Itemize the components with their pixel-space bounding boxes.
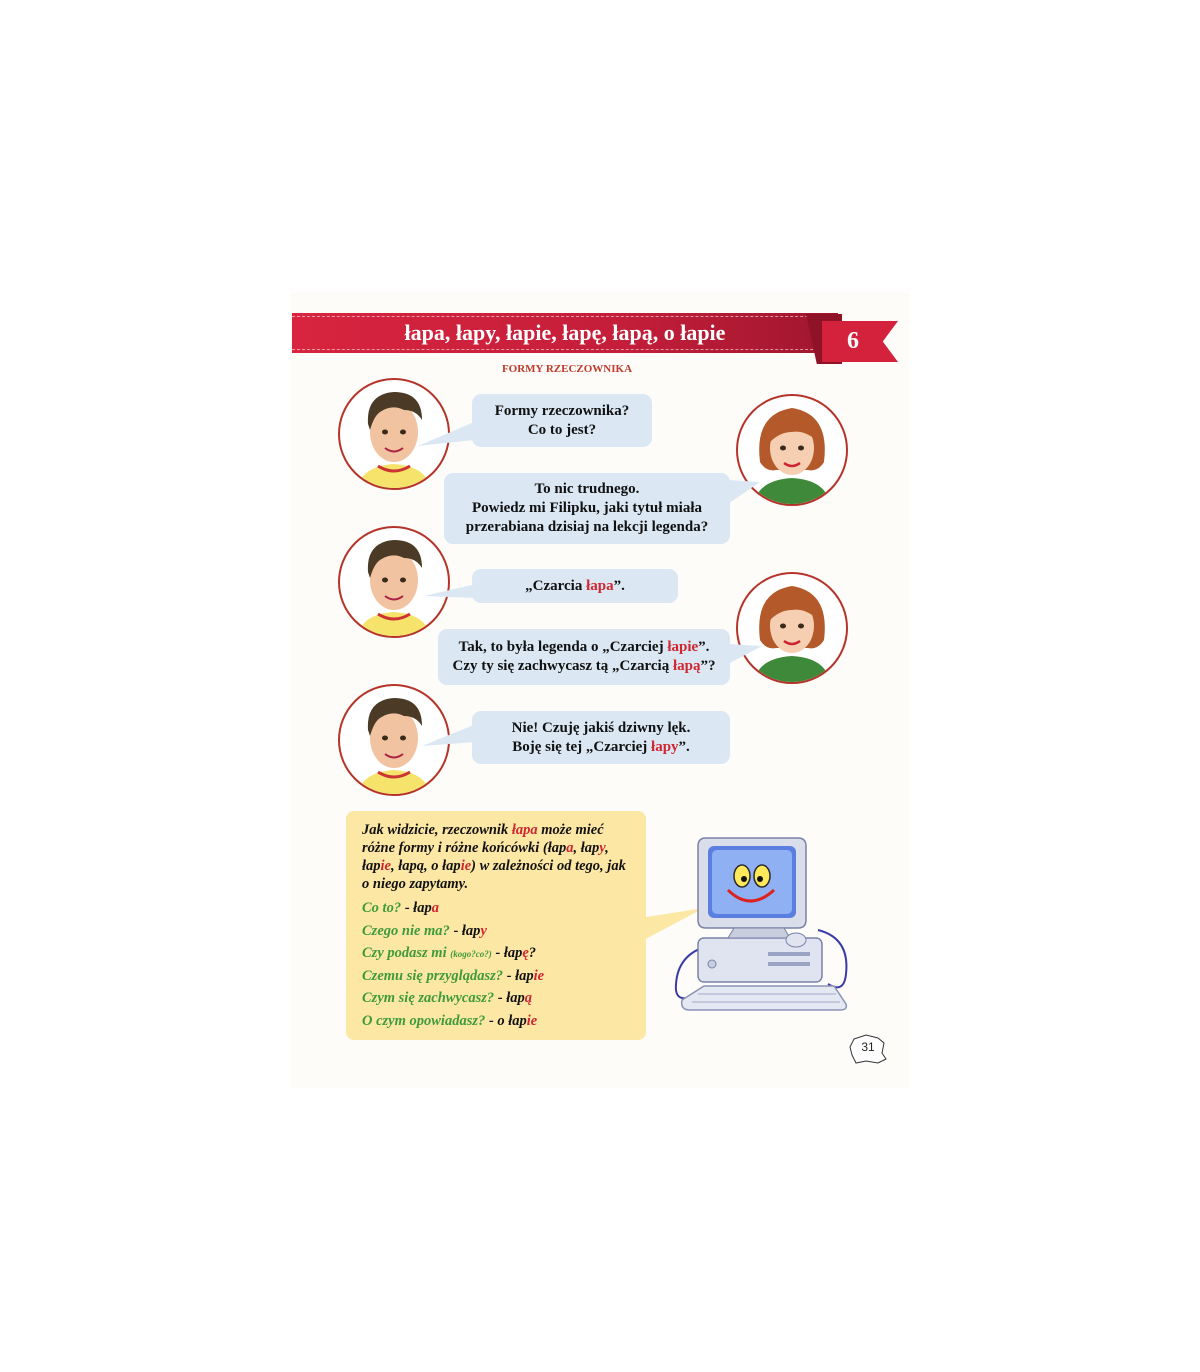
ending: ie [526,1012,538,1029]
question: Czemu się przyglądasz? [362,967,503,984]
question-line [362,1010,632,1033]
page-title: łapa, łapy, łapie, łapę, łapą, o łapie [404,320,726,345]
speech-bubble [444,473,730,544]
highlight-word: łapa [511,822,538,838]
separator: - [449,922,462,939]
separator: - [494,990,507,1006]
text: Czy ty się zachwycasz tą „Czarcią [452,658,673,674]
highlight-word: łapą [672,658,701,674]
word-stem: łap [515,967,534,984]
question-line [362,942,632,965]
text: ”. [698,639,710,655]
bubble-line [438,657,730,676]
ending: y [599,840,606,856]
bubble-tail [726,640,766,670]
page-number: 31 [861,1040,875,1054]
speech-bubble [472,569,678,603]
bubble-line [472,738,730,757]
highlight-word: łapie [667,639,699,655]
text: ”? [700,658,716,674]
question-line [362,965,632,988]
ending: a [566,840,574,856]
word-stem: łap [503,945,523,961]
section-subtitle: FORMY RZECZOWNIKA [501,363,633,375]
bubble-line: To nic trudnego. [534,481,640,497]
text: , łap [573,840,600,856]
text: może mieć różne formy i różne końcówki (łap [362,822,604,856]
text: ”. [678,738,690,755]
chapter-number: 6 [847,328,859,354]
text: , łap [362,840,609,874]
word-stem: łap [413,900,432,916]
bubble-line: przerabiana dzisiaj na lekcji legenda? [465,519,709,535]
bubble-line [472,577,678,596]
ending: y [480,922,487,939]
punctuation: ? [528,945,537,961]
ending: ą [524,990,532,1006]
separator: - [491,945,504,961]
explanation-intro [362,821,632,893]
text: Boję się tej „Czarciej [512,738,652,755]
question-line [362,920,632,943]
computer-mascot-icon [668,834,854,1018]
text: „Czarcia [525,577,587,594]
explanation-box [346,811,646,1040]
bubble-tail [422,722,478,752]
bubble-tail [418,420,478,450]
question-note: (kogo?co?) [450,949,492,959]
bubble-line: Formy rzeczownika? [494,402,630,419]
separator: - [401,900,414,916]
ending: ie [533,967,545,984]
ending: ę [522,945,529,961]
word-stem: o łap [497,1012,527,1029]
bubble-tail [726,474,766,514]
highlight-word: łapa [586,577,614,594]
question-line [362,987,632,1010]
word-stem: łap [461,922,481,939]
text: Jak widzicie, rzeczownik [362,822,512,838]
question: Czy podasz mi [362,945,447,961]
ending: a [431,900,439,916]
highlight-word: łapy [651,738,679,755]
question-line [362,897,632,920]
speech-bubble [472,394,652,447]
question: Co to? [362,900,402,916]
question: Czym się zachwycasz? [362,990,495,1006]
text: Tak, to była legenda o „Czarciej [458,639,668,655]
bubble-tail [424,582,478,602]
text: ”. [613,577,625,594]
bubble-line: Powiedz mi Filipku, jaki tytuł miała [471,500,702,516]
separator: - [503,967,516,984]
question: Czego nie ma? [362,922,450,939]
speech-bubble [438,629,730,685]
speech-bubble [472,711,730,764]
bubble-line: Co to jest? [527,421,597,438]
text: ) w zależności od tego, jak o niego zapytamy. [362,858,626,892]
word-stem: łap [506,990,525,1006]
text: , łapą, o łap [391,858,461,874]
separator: - [485,1012,498,1029]
ending: ie [380,858,391,874]
question: O czym opowiadasz? [362,1012,486,1029]
bubble-line [438,638,730,657]
ending: ie [460,858,472,874]
bubble-line: Nie! Czuję jakiś dziwny lęk. [511,719,691,736]
